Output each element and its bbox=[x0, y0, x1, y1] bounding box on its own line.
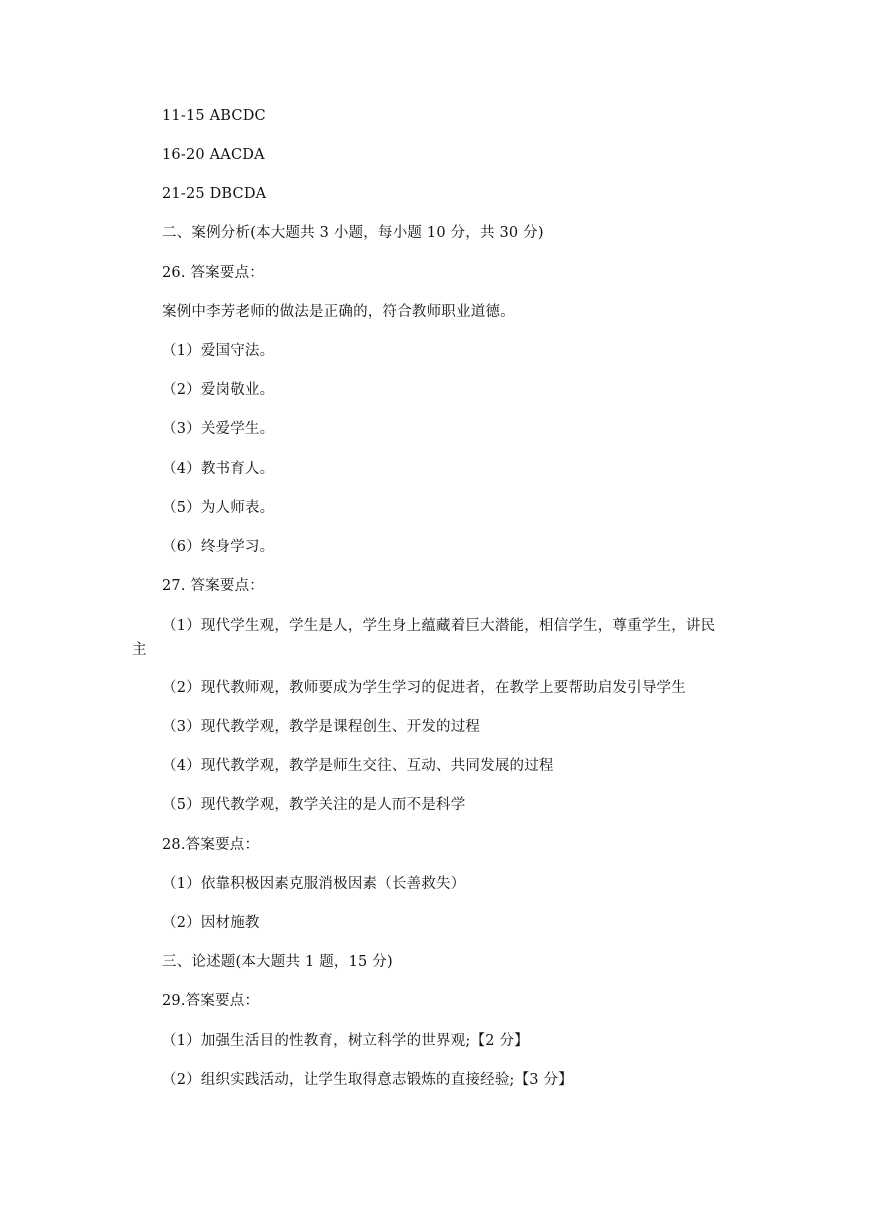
question-27-point-2: （2）现代教师观，教师要成为学生学习的促进者，在教学上要帮助启发引导学生 bbox=[162, 680, 686, 696]
question-27-point-5: （5）现代教学观，教学关注的是人而不是科学 bbox=[162, 797, 466, 813]
question-28-point-1: （1）依靠积极因素克服消极因素（长善救失） bbox=[162, 876, 466, 892]
question-26-point-5: （5）为人师表。 bbox=[162, 500, 275, 516]
question-28-heading: 28.答案要点： bbox=[162, 837, 260, 853]
section-heading-case-analysis: 二、案例分析(本大题共 3 小题，每小题 10 分，共 30 分) bbox=[162, 225, 544, 241]
question-29-heading: 29.答案要点： bbox=[162, 993, 260, 1009]
question-27-point-3: （3）现代教学观，教学是课程创生、开发的过程 bbox=[162, 719, 481, 735]
question-27-point-1: （1）现代学生观，学生是人，学生身上蕴藏着巨大潜能，相信学生，尊重学生，讲民 bbox=[162, 618, 716, 634]
question-26-point-3: （3）关爱学生。 bbox=[162, 421, 275, 437]
question-27-point-1-continued: 主 bbox=[132, 642, 147, 658]
answer-range-16-20: 16-20 AACDA bbox=[162, 147, 265, 163]
answer-range-21-25: 21-25 DBCDA bbox=[162, 186, 267, 202]
question-26-point-6: （6）终身学习。 bbox=[162, 539, 275, 555]
question-26-point-4: （4）教书育人。 bbox=[162, 461, 275, 477]
question-29-point-2: （2）组织实践活动，让学生取得意志锻炼的直接经验;【3 分】 bbox=[162, 1072, 573, 1088]
question-29-point-1: （1）加强生活目的性教育，树立科学的世界观;【2 分】 bbox=[162, 1033, 529, 1049]
question-27-heading: 27. 答案要点： bbox=[162, 578, 264, 594]
question-26-point-1: （1）爱国守法。 bbox=[162, 343, 275, 359]
answer-range-11-15: 11-15 ABCDC bbox=[162, 108, 266, 124]
question-28-point-2: （2）因材施教 bbox=[162, 915, 260, 931]
question-26-summary: 案例中李芳老师的做法是正确的，符合教师职业道德。 bbox=[162, 304, 515, 320]
question-26-heading: 26. 答案要点： bbox=[162, 265, 264, 281]
question-27-point-4: （4）现代教学观，教学是师生交往、互动、共同发展的过程 bbox=[162, 758, 554, 774]
question-26-point-2: （2）爱岗敬业。 bbox=[162, 382, 275, 398]
section-heading-essay: 三、论述题(本大题共 1 题，15 分) bbox=[162, 954, 393, 970]
